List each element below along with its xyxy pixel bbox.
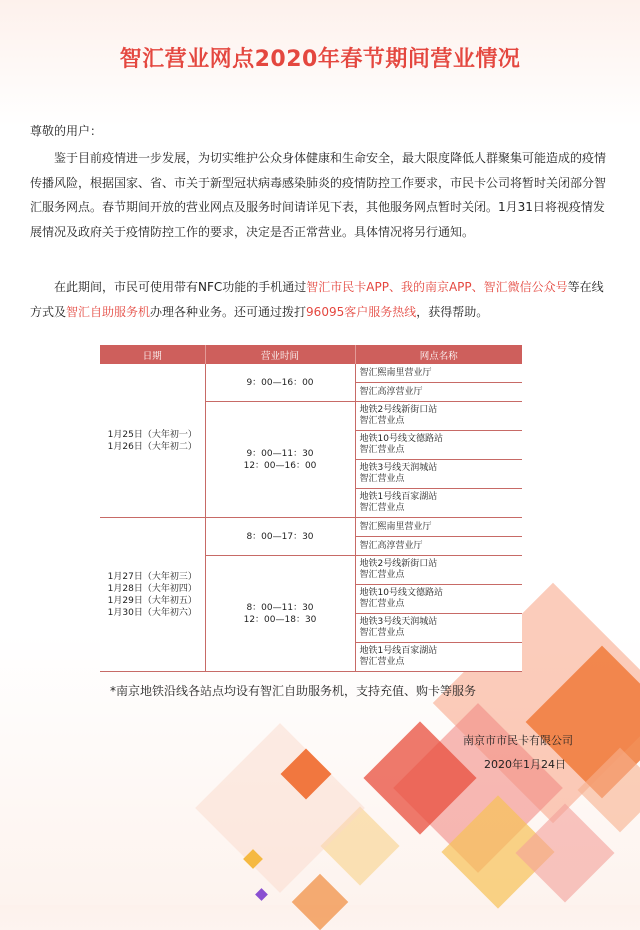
decor-diamond-orange-bottom <box>292 874 349 930</box>
site-type: 智汇营业点 <box>359 445 405 455</box>
page-title: 智汇营业网点2020年春节期间营业情况 <box>119 47 521 72</box>
date-text: 1月27日（大年初三） <box>107 571 197 582</box>
self-service-highlight: 智汇自助服务机 <box>66 304 151 319</box>
site-cell <box>355 614 522 643</box>
schedule-table <box>100 345 522 672</box>
site-type: 智汇营业点 <box>359 570 405 580</box>
site-cell <box>355 402 522 431</box>
service-text-c: 等在线方式及 <box>30 280 604 319</box>
hours-text: 9：00—11：30 <box>246 448 314 459</box>
decor-diamond-faint-large <box>195 723 365 893</box>
date-text: 1月29日（大年初五） <box>107 595 197 606</box>
table-row <box>100 518 522 537</box>
service-text-e: 办理各种业务。还可通过拨打 <box>150 304 307 319</box>
site-cell <box>355 460 522 489</box>
hours-text: 12：00—16：00 <box>243 460 317 471</box>
header-date: 日期 <box>100 345 205 364</box>
site-name: 地铁1号线百家湖站 <box>359 492 438 502</box>
hours-cell <box>205 402 355 518</box>
site-type: 智汇营业点 <box>359 628 405 638</box>
site-type: 智汇营业点 <box>359 599 405 609</box>
footnote: *南京地铁沿线各站点均设有智汇自助服务机，支持充值、购卡等服务 <box>110 684 477 698</box>
intro-paragraph: 鉴于目前疫情进一步发展，为切实维护公众身体健康和生命安全，最大限度降低人群聚集可能造成的疫情传播风险，根据国家、省、市关于新型冠状病毒感染肺炎的疫情防控工作要求，市民卡公司将暂时关闭部分智汇服务网点。春节期间开放的营业网点及服务时间请详见下表，其他服务网点暂时关闭。1月31日将视疫情发展情况及政府关于疫情防控工作的要求，决定是否正常营业。具体情况将另行通知。 <box>30 151 607 239</box>
site-type: 智汇营业点 <box>359 503 405 513</box>
date-cell-group2 <box>100 518 205 672</box>
date-text: 1月26日（大年初二） <box>107 441 197 452</box>
hours-text: 12：00—18：30 <box>243 614 317 625</box>
site-name: 地铁2号线新街口站 <box>359 405 438 415</box>
table-row <box>100 364 522 383</box>
hours-cell: 9：00—16：00 <box>205 364 355 402</box>
site-cell <box>355 364 522 383</box>
issue-date: 2020年1月24日 <box>484 758 566 771</box>
hotline-highlight: 96095客户服务热线 <box>306 304 417 319</box>
online-channels-highlight: 智汇市民卡APP、我的南京APP、智汇微信公众号 <box>306 280 568 294</box>
date-text: 1月30日（大年初六） <box>107 607 197 618</box>
site-name: 智汇高淳营业厅 <box>359 386 423 397</box>
site-cell <box>355 518 522 537</box>
site-name: 地铁10号线文德路站 <box>359 434 443 444</box>
site-cell <box>355 383 522 402</box>
site-cell <box>355 489 522 518</box>
site-type: 智汇营业点 <box>359 474 405 484</box>
header-hours: 营业时间 <box>205 345 355 364</box>
service-text-g: ，获得帮助。 <box>416 304 489 319</box>
site-name: 智汇熙南里营业厅 <box>359 367 432 378</box>
site-name: 智汇熙南里营业厅 <box>359 521 432 532</box>
site-type: 智汇营业点 <box>359 657 405 667</box>
site-cell <box>355 585 522 614</box>
site-name: 地铁2号线新街口站 <box>359 559 438 569</box>
service-text-a: 在此期间，市民可使用带有NFC功能的手机通过 <box>54 280 307 294</box>
site-name: 地铁10号线文德路站 <box>359 588 443 598</box>
site-name: 地铁1号线百家湖站 <box>359 646 438 656</box>
hours-text: 8：00—11：30 <box>246 602 314 613</box>
decor-diamond-small-purple <box>255 888 268 901</box>
header-site: 网点名称 <box>355 345 522 364</box>
company-signature: 南京市市民卡有限公司 <box>463 734 573 747</box>
hours-cell <box>205 556 355 672</box>
date-text: 1月28日（大年初四） <box>107 583 197 594</box>
site-cell <box>355 643 522 672</box>
date-cell-group1 <box>100 364 205 518</box>
site-cell <box>355 556 522 585</box>
site-name: 地铁3号线天润城站 <box>359 463 438 473</box>
hours-cell: 8：00—17：30 <box>205 518 355 556</box>
date-text: 1月25日（大年初一） <box>107 429 197 440</box>
service-paragraph <box>30 275 610 324</box>
site-cell <box>355 431 522 460</box>
site-cell <box>355 537 522 556</box>
site-name: 地铁3号线天润城站 <box>359 617 438 627</box>
table-header-row <box>100 345 522 364</box>
site-name: 智汇高淳营业厅 <box>359 540 423 551</box>
site-type: 智汇营业点 <box>359 416 405 426</box>
greeting: 尊敬的用户： <box>30 124 103 138</box>
